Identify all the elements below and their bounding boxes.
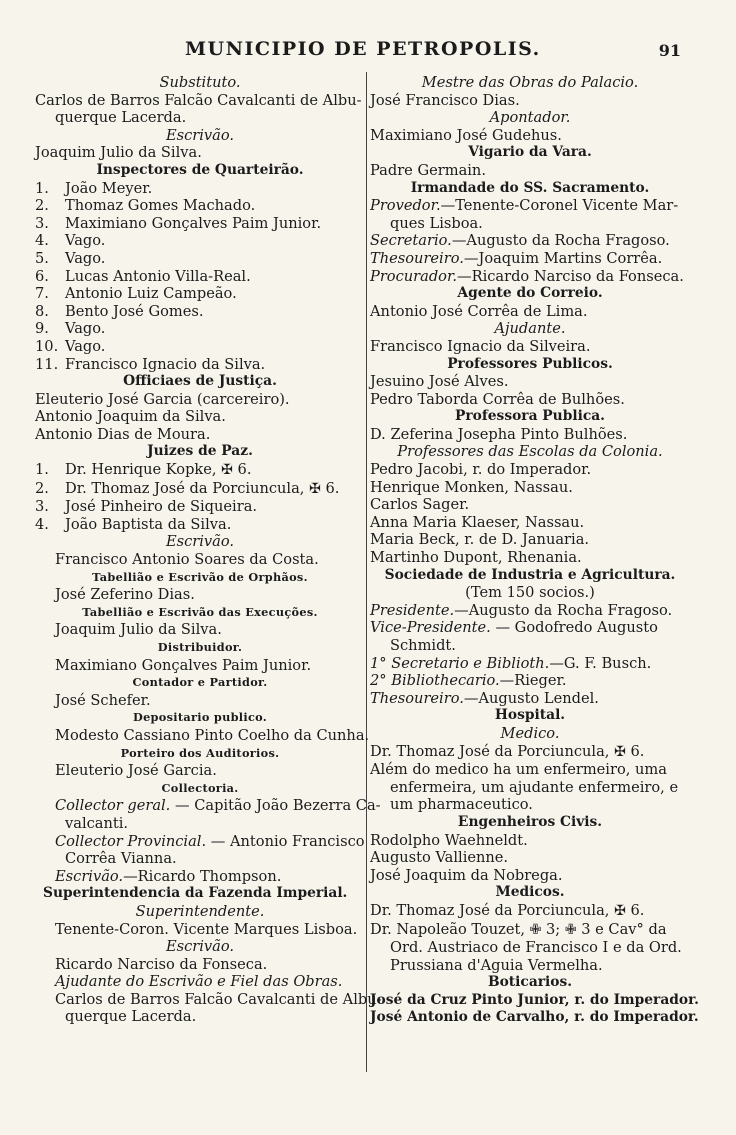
section-heading: Distribuidor.	[157, 640, 243, 654]
entry-line: um pharmaceutico.	[390, 796, 533, 814]
section-heading: Contador e Partidor.	[132, 675, 268, 690]
entry-line: Joaquim Julio da Silva.	[55, 621, 222, 639]
entry-line: Prussiana d'Aguia Vermelha.	[390, 956, 603, 974]
entry-line: Jesuino José Alves.	[370, 373, 509, 391]
entry-line: D. Zeferina Josepha Pinto Bulhões.	[370, 425, 628, 443]
section-heading: Boticarios.	[487, 974, 573, 991]
entry-line: Schmidt.	[390, 637, 456, 654]
entry-line: Antonio Joaquim da Silva.	[35, 408, 226, 426]
inspectores-list	[35, 180, 365, 374]
section-heading: Agente do Correio.	[457, 285, 603, 302]
list-item: 5. Vago.	[35, 249, 106, 267]
entry-line: Maximiano José Gudehus.	[370, 126, 562, 144]
order-cross-icon: ✠	[614, 743, 626, 760]
entry-line: Carlos de Barros Falcão Cavalcanti de Albu-	[55, 990, 382, 1008]
entry-line: Presidente.—Augusto da Rocha Fragoso.	[370, 601, 673, 619]
order-cross-icon: ✠	[309, 480, 321, 497]
entry-line: Dr. Thomaz José da Porciuncula, ✠ 6.	[370, 901, 645, 919]
entry-line: Carlos Sager.	[370, 496, 470, 514]
entry-line: querque Lacerda.	[55, 109, 187, 127]
section-heading: Irmandade do SS. Sacramento.	[410, 179, 650, 196]
section-heading: Hospital.	[494, 707, 566, 724]
entry-line: Padre Germain.	[370, 161, 486, 179]
section-heading: Tabellião e Escrivão de Orphãos.	[92, 569, 308, 584]
entry-line: Augusto Vallienne.	[370, 849, 509, 867]
section-heading: Escrivão.	[165, 938, 235, 956]
entry-line: Maria Beck, r. de D. Januaria.	[370, 531, 590, 549]
entry-line: Secretario.—Augusto da Rocha Fragoso.	[370, 232, 670, 250]
section-heading: Juizes de Paz.	[147, 443, 253, 460]
entry-line: Antonio José Corrêa de Lima.	[370, 302, 588, 320]
list-item: 6. Lucas Antonio Villa-Real.	[35, 267, 251, 285]
juizes-list	[35, 461, 365, 533]
entry-line: Pedro Jacobi, r. do Imperador.	[370, 461, 592, 479]
entry-line: Pedro Taborda Corrêa de Bulhões.	[370, 390, 625, 408]
entry-line: ques Lisboa.	[390, 214, 483, 232]
left-column	[35, 74, 382, 1026]
entry-line: querque Lacerda.	[65, 1008, 197, 1026]
order-cross-icon: ✠	[221, 462, 233, 479]
entry-line: 1° Secretario e Biblioth.—G. F. Busch.	[370, 654, 652, 672]
entry-line: Provedor.—Tenente-Coronel Vicente Mar-	[370, 197, 679, 215]
entry-line: Tenente-Coron. Vicente Marques Lisboa.	[55, 920, 358, 938]
column-divider	[366, 72, 367, 1072]
entry-line: enfermeira, um ajudante enfermeiro, e	[390, 778, 679, 796]
entry-line: José Zeferino Dias.	[55, 586, 195, 604]
section-heading: Inspectores de Quarteirão.	[96, 161, 304, 178]
entry-line: Anna Maria Klaeser, Nassau.	[370, 513, 585, 531]
right-column	[370, 74, 699, 1027]
list-item: 9. Vago.	[35, 320, 106, 338]
page-header	[0, 38, 736, 72]
section-heading: Depositario publico.	[132, 710, 268, 725]
section-heading: Professores Publicos.	[447, 355, 613, 372]
entry-line: (Tem 150 socios.)	[465, 584, 595, 602]
section-heading: Substituto.	[159, 74, 241, 91]
section-heading: Superintendencia da Fazenda Imperial.	[43, 885, 348, 902]
entry-line: Collector geral. — Capitão João Bezerra Ca-	[55, 797, 381, 815]
order-cross-icon: ✙	[564, 921, 577, 938]
entry-line: Martinho Dupont, Rhenania.	[370, 549, 582, 567]
section-heading: Ajudante.	[494, 320, 566, 338]
list-item: 3. José Pinheiro de Siqueira.	[35, 498, 258, 516]
entry-line: Eleuterio José Garcia (carcereiro).	[35, 390, 290, 408]
list-item: 8. Bento José Gomes.	[35, 302, 204, 320]
entry-line: Ord. Austriaco de Francisco I e da Ord.	[390, 939, 682, 957]
entry-line: Maximiano Gonçalves Paim Junior.	[55, 656, 312, 674]
section-heading: Escrivão.	[165, 533, 235, 551]
list-item: 3. Maximiano Gonçalves Paim Junior.	[35, 214, 322, 232]
entry-line: Eleuterio José Garcia.	[55, 762, 217, 780]
page-title: MUNICIPIO DE PETROPOLIS.	[185, 38, 541, 60]
list-item: 2. Thomaz Gomes Machado.	[35, 197, 256, 215]
entry-line: Procurador.—Ricardo Narciso da Fonseca.	[370, 267, 684, 285]
entry-line: Escrivão.—Ricardo Thompson.	[55, 867, 282, 885]
section-heading: Apontador.	[489, 109, 571, 127]
section-heading: Mestre das Obras do Palacio.	[421, 74, 639, 91]
section-heading: Escrivão.	[165, 126, 235, 144]
entry-line: Antonio Dias de Moura.	[35, 425, 211, 443]
entry-line: 2° Bibliothecario.—Rieger.	[370, 672, 567, 690]
entry-line: Francisco Antonio Soares da Costa.	[55, 551, 319, 569]
list-item: 7. Antonio Luiz Campeão.	[35, 285, 237, 303]
section-heading: Sociedade de Industria e Agricultura.	[384, 566, 676, 583]
entry-line: José Joaquim da Nobrega.	[370, 866, 563, 884]
section-heading: Medicos.	[495, 884, 565, 901]
entry-line: Henrique Monken, Nassau.	[370, 478, 573, 496]
entry-line: Francisco Ignacio da Silveira.	[370, 337, 591, 355]
section-heading: Vigario da Vara.	[468, 144, 592, 161]
entry-line: Thesoureiro.—Augusto Lendel.	[370, 689, 599, 707]
page-number: 91	[658, 41, 681, 60]
entry-line: José Antonio de Carvalho, r. do Imperador.	[370, 1009, 699, 1026]
section-heading: Professora Publica.	[455, 408, 605, 425]
list-item: 10. Vago.	[35, 337, 106, 355]
entry-line: Thesoureiro.—Joaquim Martins Corrêa.	[370, 249, 663, 267]
order-cross-icon: ✠	[614, 902, 626, 919]
section-heading: Officiaes de Justiça.	[123, 373, 277, 390]
section-heading: Engenheiros Civis.	[457, 813, 603, 830]
entry-line: José da Cruz Pinto Junior, r. do Imperador.	[370, 991, 699, 1008]
entry-line: Modesto Cassiano Pinto Coelho da Cunha.	[55, 726, 370, 744]
entry-line: Collector Provincial. — Antonio Francisco	[55, 832, 365, 850]
entry-line: José Schefer.	[55, 691, 151, 709]
section-heading: Porteiro dos Auditorios.	[120, 745, 280, 760]
list-item: 1. Dr. Henrique Kopke, ✠ 6.	[35, 461, 252, 479]
entry-line: Além do medico ha um enfermeiro, uma	[370, 761, 667, 779]
entry-line: Rodolpho Waehneldt.	[370, 831, 528, 849]
entry-line: José Francisco Dias.	[370, 91, 520, 109]
entry-line: Ricardo Narciso da Fonseca.	[55, 955, 268, 973]
entry-line: Joaquim Julio da Silva.	[35, 144, 202, 162]
list-item: 1. João Meyer.	[35, 179, 153, 197]
section-heading: Ajudante do Escrivão e Fiel das Obras.	[55, 973, 343, 991]
entry-line: valcanti.	[65, 814, 129, 832]
list-item: 11. Francisco Ignacio da Silva.	[35, 355, 266, 373]
section-heading: Collectoria.	[161, 780, 239, 795]
entry-line: Dr. Napoleão Touzet, ✙ 3; ✙ 3 e Cav° da	[370, 920, 667, 938]
order-cross-icon: ✙	[529, 921, 542, 938]
section-heading: Tabellião e Escrivão das Execuções.	[82, 604, 318, 619]
entry-line: Vice-Presidente. — Godofredo Augusto	[370, 619, 658, 637]
list-item: 4. Vago.	[35, 232, 106, 250]
section-heading: Medico.	[500, 724, 560, 742]
entry-line: Corrêa Vianna.	[65, 850, 177, 868]
entry-line: Dr. Thomaz José da Porciuncula, ✠ 6.	[370, 742, 645, 760]
section-heading: Superintendente.	[135, 902, 265, 920]
list-item: 2. Dr. Thomaz José da Porciuncula, ✠ 6.	[35, 479, 340, 497]
list-item: 4. João Baptista da Silva.	[35, 515, 232, 533]
section-heading: Professores das Escolas da Colonia.	[397, 443, 663, 461]
entry-line: Carlos de Barros Falcão Cavalcanti de Albu-	[35, 91, 362, 109]
